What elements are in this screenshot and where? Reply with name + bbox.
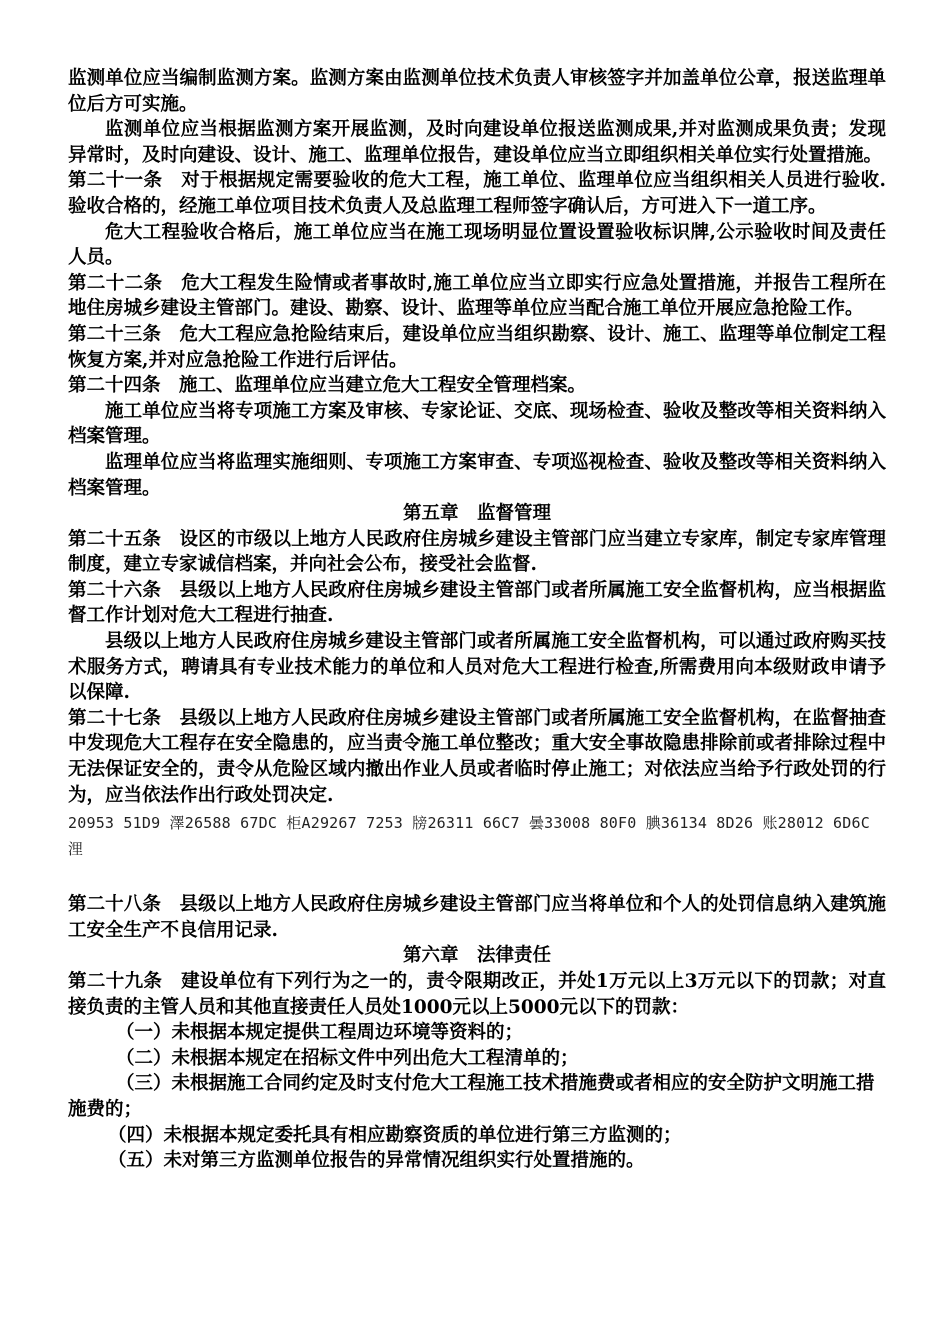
list-item-4: （四）未根据本规定委托具有相应勘察资质的单位进行第三方监测的；: [108, 1124, 682, 1146]
list-item-1: （一）未根据本规定提供工程周边环境等资料的；: [116, 1022, 524, 1044]
article-29: 第二十九条 建设单位有下列行为之一的，责令限期改正，并处1万元以上3万元以下的罚款；对直接负责的主管人员和其他直接责任人员处1000元以上5000元以下的罚款：: [68, 971, 886, 1018]
paragraph-supervision-archive: 监理单位应当将监理实施细则、专项施工方案审查、专项巡视检查、验收及整改等相关资料纳入档案管理。: [68, 451, 886, 499]
chapter-6-heading: 第六章 法律责任: [402, 945, 551, 967]
list-item-5: （五）未对第三方监测单位报告的异常情况组织实行处置措施的。: [108, 1150, 645, 1172]
list-item-3: （三）未根据施工合同约定及时支付危大工程施工技术措施费或者相应的安全防护文明施工措施费的；: [68, 1073, 875, 1120]
article-25: 第二十五条 设区的市级以上地方人民政府住房城乡建设主管部门应当建立专家库，制定专家库管理制度，建立专家诚信档案，并向社会公布，接受社会监督.: [68, 528, 886, 576]
paragraph-construction-archive: 施工单位应当将专项施工方案及审核、专家论证、交底、现场检查、验收及整改等相关资料纳入档案管理。: [68, 400, 886, 448]
paragraph-monitoring-results: 监测单位应当根据监测方案开展监测，及时向建设单位报送监测成果,并对监测成果负责；发现异常时，及时向建设、设计、施工、监理单位报告，建设单位应当立即组织相关单位实行处置措施。: [68, 119, 886, 166]
garbled-code-line: 20953 51D9 澤26588 67DC 柜A29267 7253 牓26311 66C7 曇33008 80F0 腆36134 8D26 账28012 6D6C 浬: [68, 814, 870, 859]
blank-gap: [68, 862, 886, 892]
article-24: 第二十四条 施工、监理单位应当建立危大工程安全管理档案。: [68, 375, 587, 397]
chapter-5-heading: 第五章 监督管理: [402, 503, 551, 525]
document-page: [68, 66, 886, 1174]
paragraph-monitoring-plan: 监测单位应当编制监测方案。监测方案由监测单位技术负责人审核签字并加盖单位公章，报送监理单位后方可实施。: [68, 68, 886, 115]
article-27: 第二十七条 县级以上地方人民政府住房城乡建设主管部门或者所属施工安全监督机构，在监督抽查中发现危大工程存在安全隐患的，应当责令施工单位整改；重大安全事故隐患排除前或者排除过程中无法保证安全的，责令从危险区域内撤出作业人员或者临时停止施工；对依法应当给予行政处罚的行为，应当依法作出行政处罚决定.: [68, 707, 886, 806]
article-21: 第二十一条 对于根据规定需要验收的危大工程，施工单位、监理单位应当组织相关人员进行验收.验收合格的，经施工单位项目技术负责人及总监理工程师签字确认后，方可进入下一道工序。: [68, 170, 886, 217]
list-item-2: （二）未根据本规定在招标文件中列出危大工程清单的；: [116, 1047, 579, 1069]
article-23: 第二十三条 危大工程应急抢险结束后，建设单位应当组织勘察、设计、施工、监理等单位制定工程恢复方案,并对应急抢险工作进行后评估。: [68, 323, 886, 371]
paragraph-purchase-services: 县级以上地方人民政府住房城乡建设主管部门或者所属施工安全监督机构，可以通过政府购买技术服务方式，聘请具有专业技术能力的单位和人员对危大工程进行检查,所需费用向本级财政申请予以保障.: [68, 631, 886, 704]
article-22: 第二十二条 危大工程发生险情或者事故时,施工单位应当立即实行应急处置措施，并报告工程所在地住房城乡建设主管部门。建设、勘察、设计、监理等单位应当配合施工单位开展应急抢险工作。: [68, 272, 886, 320]
article-26: 第二十六条 县级以上地方人民政府住房城乡建设主管部门或者所属施工安全监督机构，应当根据监督工作计划对危大工程进行抽查.: [68, 579, 886, 627]
article-28: 第二十八条 县级以上地方人民政府住房城乡建设主管部门应当将单位和个人的处罚信息纳入建筑施工安全生产不良信用记录.: [68, 894, 886, 941]
paragraph-acceptance-sign: 危大工程验收合格后，施工单位应当在施工现场明显位置设置验收标识牌,公示验收时间及责任人员。: [68, 221, 886, 269]
